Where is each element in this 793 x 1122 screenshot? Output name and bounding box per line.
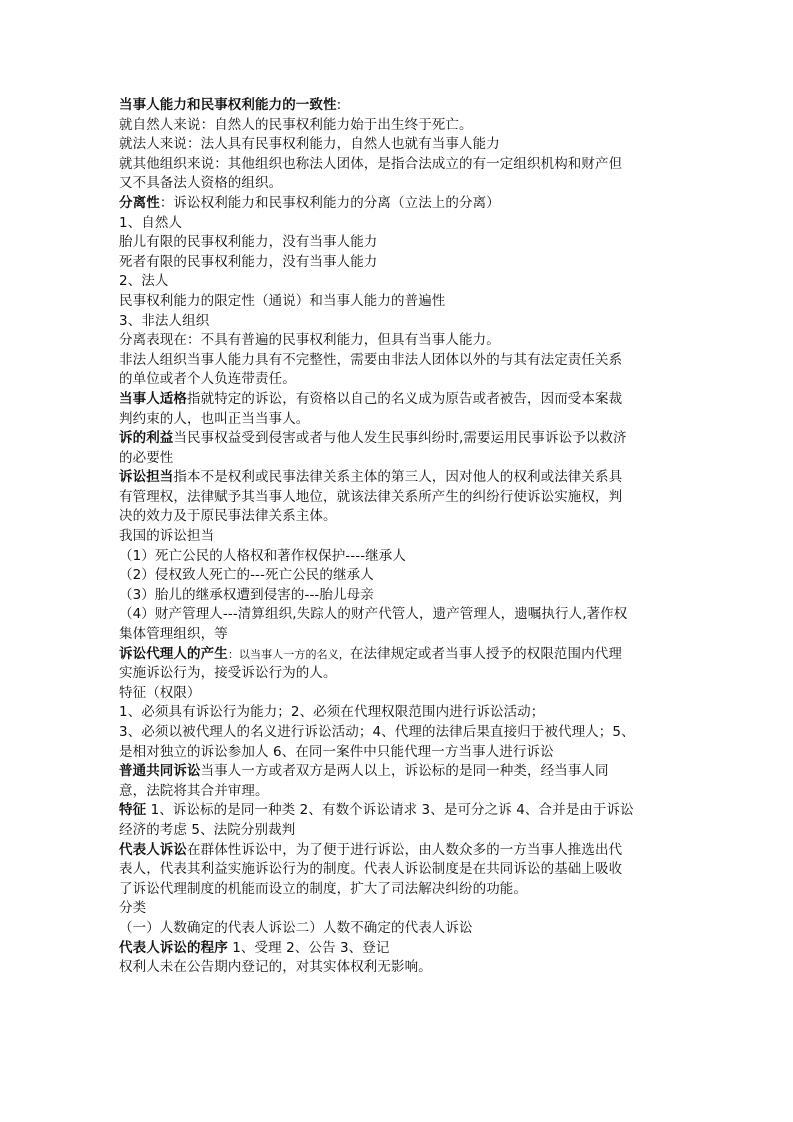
line-10: 2、法人	[119, 273, 169, 290]
line-37	[119, 801, 679, 821]
line-27: （4）财产管理人---清算组织,失踪人的财产代管人，遗产管理人，遗嘱执行人,著作权	[119, 606, 628, 623]
line-2: 就自然人来说：自然人的民事权利能力始于出生终于死亡。	[119, 116, 473, 133]
line-28: 集体管理组织，等	[119, 626, 228, 643]
line-13: 分离表现在：不具有普遍的民事权利能力，但具有当事人能力。	[119, 332, 500, 349]
line-14: 非法人组织当事人能力具有不完整性，需要由非法人团体以外的与其有法定责任关系	[119, 351, 623, 368]
term-separation: 分离性	[119, 194, 160, 211]
term-proper-party: 当事人适格	[119, 390, 187, 407]
line-22: 决的效力及于原民事法律关系主体。	[119, 508, 337, 525]
term-features: 特征	[119, 802, 147, 819]
line-38: 经济的考虑 5、法院分别裁判	[119, 821, 296, 838]
line-45: 权利人未在公告期内登记的，对其实体权利无影响。	[119, 959, 432, 976]
line-43: （一）人数确定的代表人诉讼二）人数不确定的代表人诉讼	[119, 919, 473, 936]
representative-litigation-text: 在群体性诉讼中，为了便于进行诉讼，由人数众多的一方当事人推选出代	[187, 841, 623, 858]
litigation-trust-text: 指本不是权利或民事法律关系主体的第三人，因对他人的权利或法律关系具	[173, 469, 623, 486]
line-4: 就其他组织来说：其他组织也称法人团体，是指合法成立的有一定组织机构和财产但	[119, 155, 623, 172]
line-5: 又不具备法人资格的组织。	[119, 175, 283, 192]
line-19: 的必要性	[119, 449, 174, 466]
term-interest: 诉的利益	[119, 430, 174, 447]
term-litigation-trust: 诉讼担当	[119, 469, 174, 486]
line-32: 1、必须具有诉讼行为能力；2、必须在代理权限范围内进行诉讼活动；	[119, 704, 545, 721]
line-29	[119, 645, 679, 665]
line-34: 是相对独立的诉讼参加人 6、在同一案件中只能代理一方当事人进行诉讼	[119, 743, 554, 760]
line-31: 特征（权限）	[119, 684, 201, 701]
term-joint-litigation: 普通共同诉讼	[119, 763, 201, 780]
term-procedure: 代表人诉讼的程序	[119, 939, 228, 956]
line-24: （1）死亡公民的人格权和著作权保护----继承人	[119, 547, 406, 564]
line-1	[119, 96, 679, 116]
line-23: 我国的诉讼担当	[119, 528, 215, 545]
line-20	[119, 468, 679, 488]
line-26: （3）胎儿的继承权遭到侵害的---胎儿母亲	[119, 586, 374, 603]
term-agent-origin: 诉讼代理人的产生	[119, 645, 228, 662]
line-25: （2）侵权致人死亡的---死亡公民的继承人	[119, 567, 374, 584]
line-33: 3、必须以被代理人的名义进行诉讼活动；4、代理的法律后果直接归于被代理人；5、	[119, 724, 635, 740]
term-representative-litigation: 代表人诉讼	[119, 841, 187, 858]
line-35	[119, 762, 679, 782]
line-15: 的单位或者个人负连带责任。	[119, 371, 296, 388]
line-42: 分类	[119, 900, 147, 917]
line-11: 民事权利能力的限定性（通说）和当事人能力的普遍性	[119, 292, 446, 309]
line-7: 1、自然人	[119, 214, 183, 231]
joint-litigation-text: 当事人一方或者双方是两人以上，诉讼标的是同一种类，经当事人同	[200, 763, 609, 780]
line-12: 3、非法人组织	[119, 312, 210, 329]
line-3: 就法人来说：法人具有民事权利能力，自然人也就有当事人能力	[119, 136, 500, 153]
heading-colon: :	[336, 97, 342, 113]
heading-consistency: 当事人能力和民事权利能力的一致性	[119, 97, 337, 113]
agent-origin-small: ：以当事人一方的名义，	[227, 647, 350, 661]
line-21: 有管理权，法律赋予其当事人地位，就该法律关系所产生的纠纷行使诉讼实施权，判	[119, 488, 623, 505]
separation-text: ：诉讼权利能力和民事权利能力的分离（立法上的分离）	[159, 194, 500, 211]
line-44	[119, 939, 679, 959]
document-page	[119, 96, 679, 978]
line-18	[119, 429, 679, 449]
line-41: 了诉讼代理制度的机能而设立的制度，扩大了司法解决纠纷的功能。	[119, 880, 527, 897]
line-9: 死者有限的民事权利能力，没有当事人能力	[119, 253, 378, 270]
interest-text: 当民事权益受到侵害或者与他人发生民事纠纷时,需要运用民事诉讼予以救济	[173, 430, 627, 447]
line-8: 胎儿有限的民事权利能力，没有当事人能力	[119, 234, 378, 251]
line-36: 意，法院将其合并审理。	[119, 782, 269, 799]
line-6	[119, 194, 679, 214]
agent-origin-text: 在法律规定或者当事人授予的权限范围内代理	[349, 645, 622, 662]
line-40: 表人，代表其利益实施诉讼行为的制度。代表人诉讼制度是在共同诉讼的基础上吸收	[119, 861, 623, 878]
line-17: 判约束的人，也叫正当当事人。	[119, 410, 310, 427]
line-16	[119, 390, 679, 410]
procedure-text: 1、受理 2、公告 3、登记	[227, 939, 390, 956]
proper-party-text: 指就特定的诉讼，有资格以自己的名义成为原告或者被告，因而受本案裁	[187, 390, 623, 407]
features-text: 1、诉讼标的是同一种类 2、有数个诉讼请求 3、是可分之诉 4、合并是由于诉讼	[146, 802, 634, 819]
line-39	[119, 841, 679, 861]
line-30: 实施诉讼行为，接受诉讼行为的人。	[119, 665, 337, 682]
